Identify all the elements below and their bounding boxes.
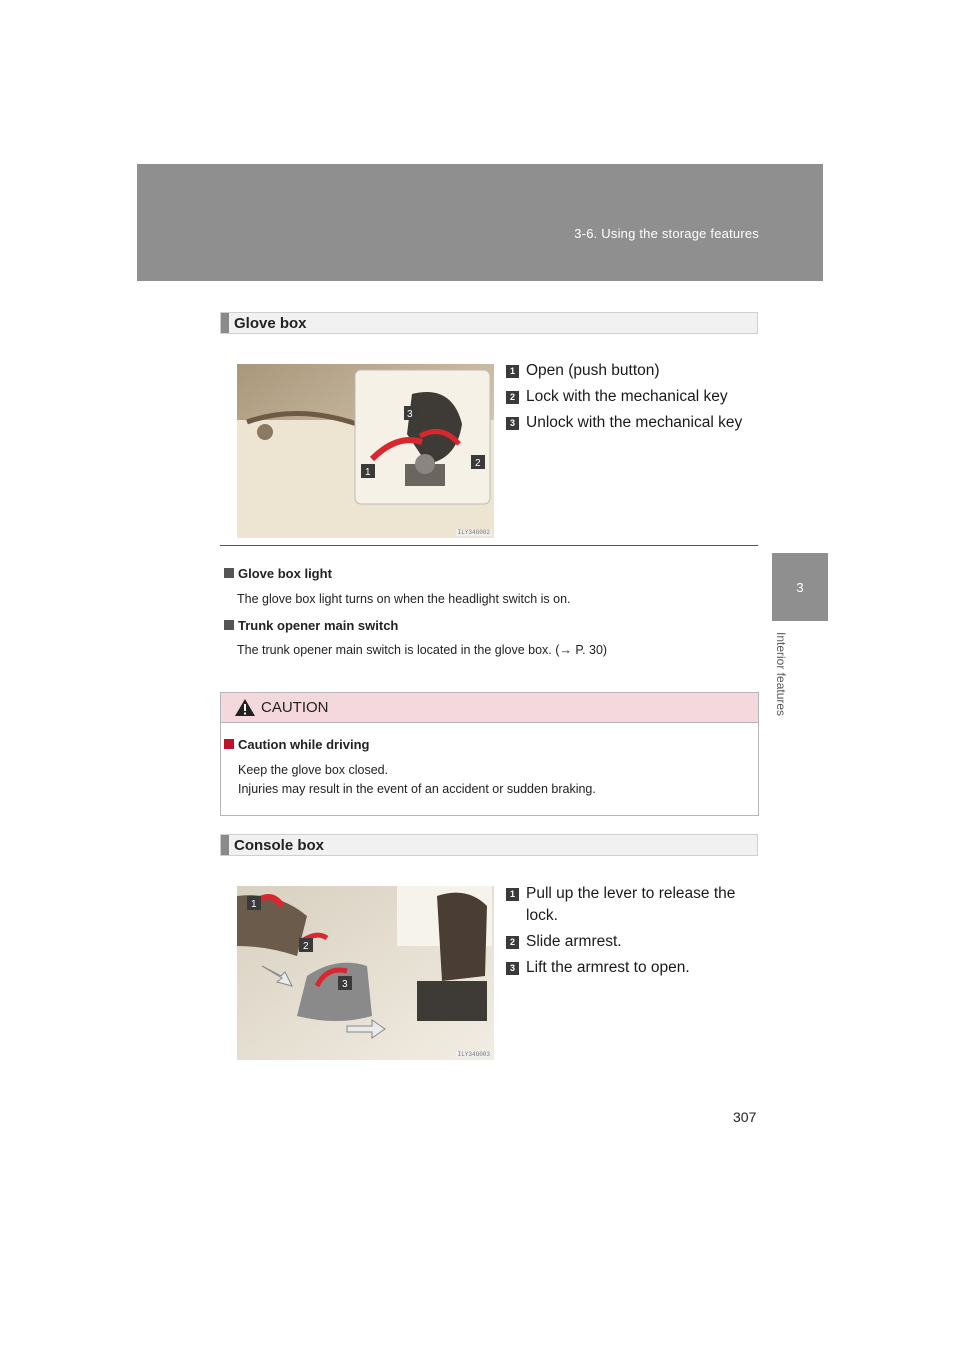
step-item: 2 Slide armrest. (506, 931, 756, 953)
bullet-square-icon (224, 568, 234, 578)
step-item: 1 Open (push button) (506, 360, 756, 382)
svg-text:3: 3 (407, 409, 413, 420)
note-title: Trunk opener main switch (224, 618, 398, 633)
bullet-square-icon (224, 739, 234, 749)
photo-code: ILY34G003 (457, 1051, 490, 1058)
photo-code: ILY34G002 (457, 529, 490, 536)
note-body: The glove box light turns on when the headlight switch is on. (237, 592, 571, 606)
chapter-tab: 3 (772, 553, 828, 621)
console-box-steps (506, 883, 756, 983)
page-number: 307 (733, 1109, 757, 1125)
header-band (137, 164, 823, 281)
svg-text:1: 1 (251, 899, 257, 910)
step-item: 1 Pull up the lever to release the lock. (506, 883, 756, 927)
note-body: The trunk opener main switch is located in the glove box. (→ P. 30) (237, 643, 608, 657)
svg-text:2: 2 (303, 941, 309, 952)
svg-text:1: 1 (365, 467, 371, 478)
step-item: 3 Unlock with the mechanical key (506, 412, 756, 434)
svg-text:3: 3 (342, 979, 348, 990)
chapter-label: Interior features (774, 632, 788, 717)
step-item: 2 Lock with the mechanical key (506, 386, 756, 408)
step-item: 3 Lift the armrest to open. (506, 957, 756, 979)
caution-box (220, 692, 759, 816)
section-divider (220, 545, 758, 546)
caution-line: Keep the glove box closed. (238, 763, 389, 777)
caution-label: CAUTION (261, 699, 329, 716)
caution-header (221, 693, 758, 723)
console-box-heading: Console box (220, 834, 758, 856)
caution-line: Injuries may result in the event of an accident or sudden braking. (238, 782, 596, 796)
glove-box-photo (237, 364, 494, 538)
section-title: 3-6. Using the storage features (574, 226, 759, 241)
glove-box-heading: Glove box (220, 312, 758, 334)
svg-text:2: 2 (475, 458, 481, 469)
glove-box-steps (506, 360, 756, 438)
bullet-square-icon (224, 620, 234, 630)
note-title: Glove box light (224, 566, 332, 581)
warning-triangle-icon (234, 698, 256, 717)
caution-subtitle: Caution while driving (224, 737, 369, 752)
console-box-photo (237, 886, 494, 1060)
